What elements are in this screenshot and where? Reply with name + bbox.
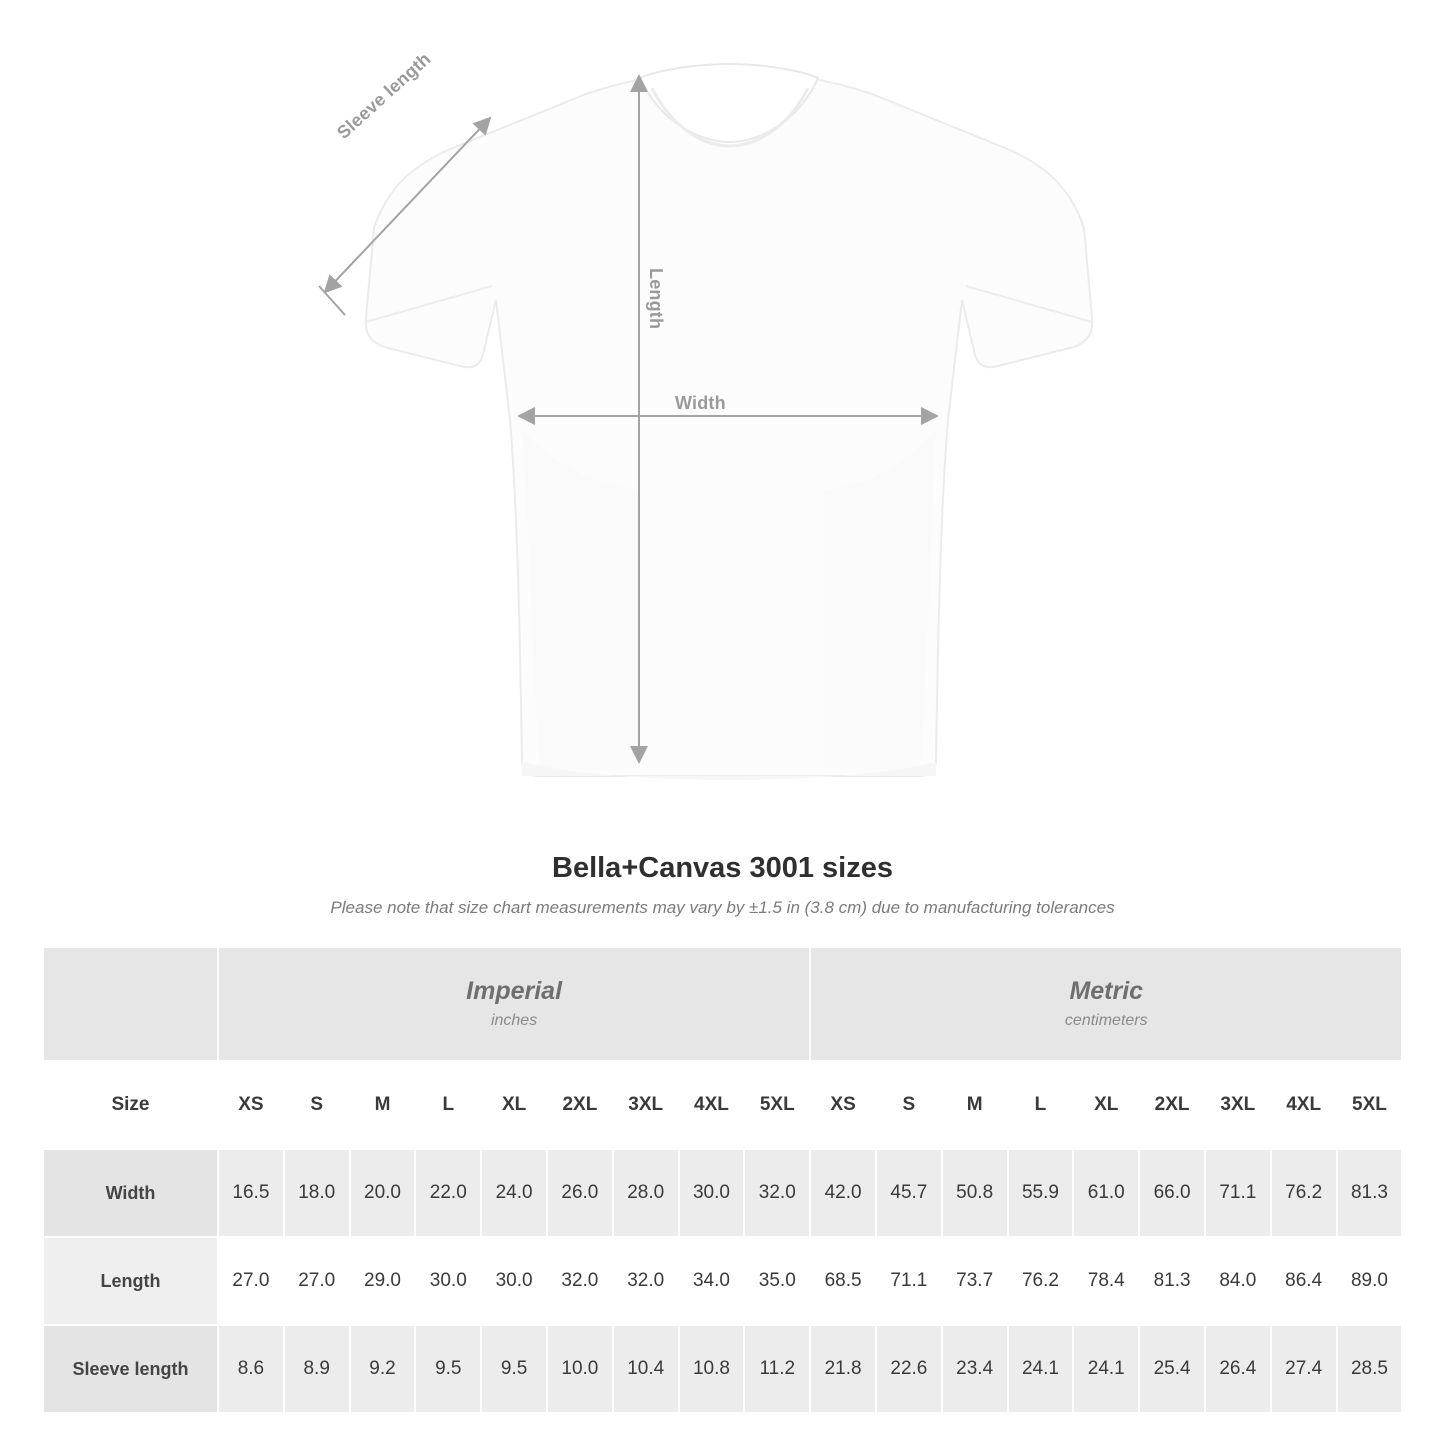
cell-length-m-cm: 73.7 xyxy=(942,1237,1008,1325)
cell-sleeve-s-cm: 22.6 xyxy=(876,1325,942,1413)
cell-length-l-in: 30.0 xyxy=(415,1237,481,1325)
size-header-cell: XL xyxy=(1073,1061,1139,1149)
size-row-label: Size xyxy=(43,1061,218,1149)
cell-length-4xl-cm: 86.4 xyxy=(1271,1237,1337,1325)
size-header-cell: M xyxy=(942,1061,1008,1149)
cell-length-5xl-in: 35.0 xyxy=(744,1237,810,1325)
table-corner-cell xyxy=(43,947,218,1061)
size-header-cell: L xyxy=(1008,1061,1074,1149)
cell-length-xl-in: 30.0 xyxy=(481,1237,547,1325)
cell-sleeve-xs-in: 8.6 xyxy=(218,1325,284,1413)
cell-width-3xl-in: 28.0 xyxy=(613,1149,679,1237)
cell-length-s-cm: 71.1 xyxy=(876,1237,942,1325)
imperial-group-header xyxy=(218,947,810,1061)
cell-width-xl-cm: 61.0 xyxy=(1073,1149,1139,1237)
table-row xyxy=(43,1325,1402,1413)
size-header-cell: S xyxy=(284,1061,350,1149)
cell-sleeve-l-in: 9.5 xyxy=(415,1325,481,1413)
cell-length-l-cm: 76.2 xyxy=(1008,1237,1074,1325)
cell-sleeve-m-cm: 23.4 xyxy=(942,1325,1008,1413)
size-header-cell: 2XL xyxy=(1139,1061,1205,1149)
cell-width-s-cm: 45.7 xyxy=(876,1149,942,1237)
cell-sleeve-4xl-in: 10.8 xyxy=(679,1325,745,1413)
metric-group-unit: centimeters xyxy=(1064,1011,1148,1029)
cell-width-2xl-in: 26.0 xyxy=(547,1149,613,1237)
metric-group-name: Metric xyxy=(1069,977,1144,1006)
cell-width-s-in: 18.0 xyxy=(284,1149,350,1237)
table-row xyxy=(43,1149,1402,1237)
size-header-row xyxy=(43,1061,1402,1149)
size-header-cell: XS xyxy=(810,1061,876,1149)
size-header-cell: 4XL xyxy=(679,1061,745,1149)
cell-sleeve-s-in: 8.9 xyxy=(284,1325,350,1413)
cell-sleeve-3xl-in: 10.4 xyxy=(613,1325,679,1413)
size-header-cell: 5XL xyxy=(1337,1061,1403,1149)
length-label: Length xyxy=(646,268,666,330)
cell-length-4xl-in: 34.0 xyxy=(679,1237,745,1325)
cell-width-4xl-in: 30.0 xyxy=(679,1149,745,1237)
cell-width-5xl-in: 32.0 xyxy=(744,1149,810,1237)
row-label-length: Length xyxy=(43,1237,218,1325)
sleeve-length-label: Sleeve length xyxy=(333,48,435,143)
row-label-width: Width xyxy=(43,1149,218,1237)
cell-width-m-in: 20.0 xyxy=(350,1149,416,1237)
size-header-cell: M xyxy=(350,1061,416,1149)
cell-width-5xl-cm: 81.3 xyxy=(1337,1149,1403,1237)
size-header-cell: 3XL xyxy=(613,1061,679,1149)
cell-width-xs-cm: 42.0 xyxy=(810,1149,876,1237)
cell-length-s-in: 27.0 xyxy=(284,1237,350,1325)
cell-width-l-cm: 55.9 xyxy=(1008,1149,1074,1237)
cell-width-xl-in: 24.0 xyxy=(481,1149,547,1237)
size-header-cell: XL xyxy=(481,1061,547,1149)
cell-sleeve-m-in: 9.2 xyxy=(350,1325,416,1413)
cell-width-m-cm: 50.8 xyxy=(942,1149,1008,1237)
cell-length-m-in: 29.0 xyxy=(350,1237,416,1325)
cell-sleeve-5xl-in: 11.2 xyxy=(744,1325,810,1413)
cell-length-2xl-in: 32.0 xyxy=(547,1237,613,1325)
metric-group-header xyxy=(810,947,1402,1061)
cell-width-l-in: 22.0 xyxy=(415,1149,481,1237)
cell-width-xs-in: 16.5 xyxy=(218,1149,284,1237)
size-header-cell: 5XL xyxy=(744,1061,810,1149)
cell-length-xs-cm: 68.5 xyxy=(810,1237,876,1325)
cell-sleeve-4xl-cm: 27.4 xyxy=(1271,1325,1337,1413)
cell-sleeve-xl-in: 9.5 xyxy=(481,1325,547,1413)
title-block xyxy=(0,852,1445,918)
size-header-cell: XS xyxy=(218,1061,284,1149)
cell-length-xl-cm: 78.4 xyxy=(1073,1237,1139,1325)
cell-sleeve-5xl-cm: 28.5 xyxy=(1337,1325,1403,1413)
tolerance-note: Please note that size chart measurements may vary by ±1.5 in (3.8 cm) due to manufacturing tolerances xyxy=(330,898,1115,917)
cell-sleeve-l-cm: 24.1 xyxy=(1008,1325,1074,1413)
shirt-shape xyxy=(366,64,1093,780)
page-title: Bella+Canvas 3001 sizes xyxy=(552,852,893,884)
table-row xyxy=(43,1237,1402,1325)
cell-sleeve-2xl-cm: 25.4 xyxy=(1139,1325,1205,1413)
cell-width-2xl-cm: 66.0 xyxy=(1139,1149,1205,1237)
cell-length-xs-in: 27.0 xyxy=(218,1237,284,1325)
cell-sleeve-2xl-in: 10.0 xyxy=(547,1325,613,1413)
row-label-sleeve-length: Sleeve length xyxy=(43,1325,218,1413)
size-header-cell: 4XL xyxy=(1271,1061,1337,1149)
unit-header-row xyxy=(43,947,1402,1061)
size-header-cell: 2XL xyxy=(547,1061,613,1149)
cell-length-3xl-cm: 84.0 xyxy=(1205,1237,1271,1325)
cell-length-3xl-in: 32.0 xyxy=(613,1237,679,1325)
cell-width-4xl-cm: 76.2 xyxy=(1271,1149,1337,1237)
imperial-group-name: Imperial xyxy=(466,977,563,1006)
cell-sleeve-xs-cm: 21.8 xyxy=(810,1325,876,1413)
size-header-cell: 3XL xyxy=(1205,1061,1271,1149)
width-label: Width xyxy=(675,393,726,413)
cell-width-3xl-cm: 71.1 xyxy=(1205,1149,1271,1237)
size-table-wrap xyxy=(42,946,1403,1414)
size-table xyxy=(42,946,1403,1414)
cell-length-5xl-cm: 89.0 xyxy=(1337,1237,1403,1325)
cell-length-2xl-cm: 81.3 xyxy=(1139,1237,1205,1325)
size-header-cell: S xyxy=(876,1061,942,1149)
cell-sleeve-xl-cm: 24.1 xyxy=(1073,1325,1139,1413)
imperial-group-unit: inches xyxy=(490,1011,538,1029)
size-header-cell: L xyxy=(415,1061,481,1149)
cell-sleeve-3xl-cm: 26.4 xyxy=(1205,1325,1271,1413)
